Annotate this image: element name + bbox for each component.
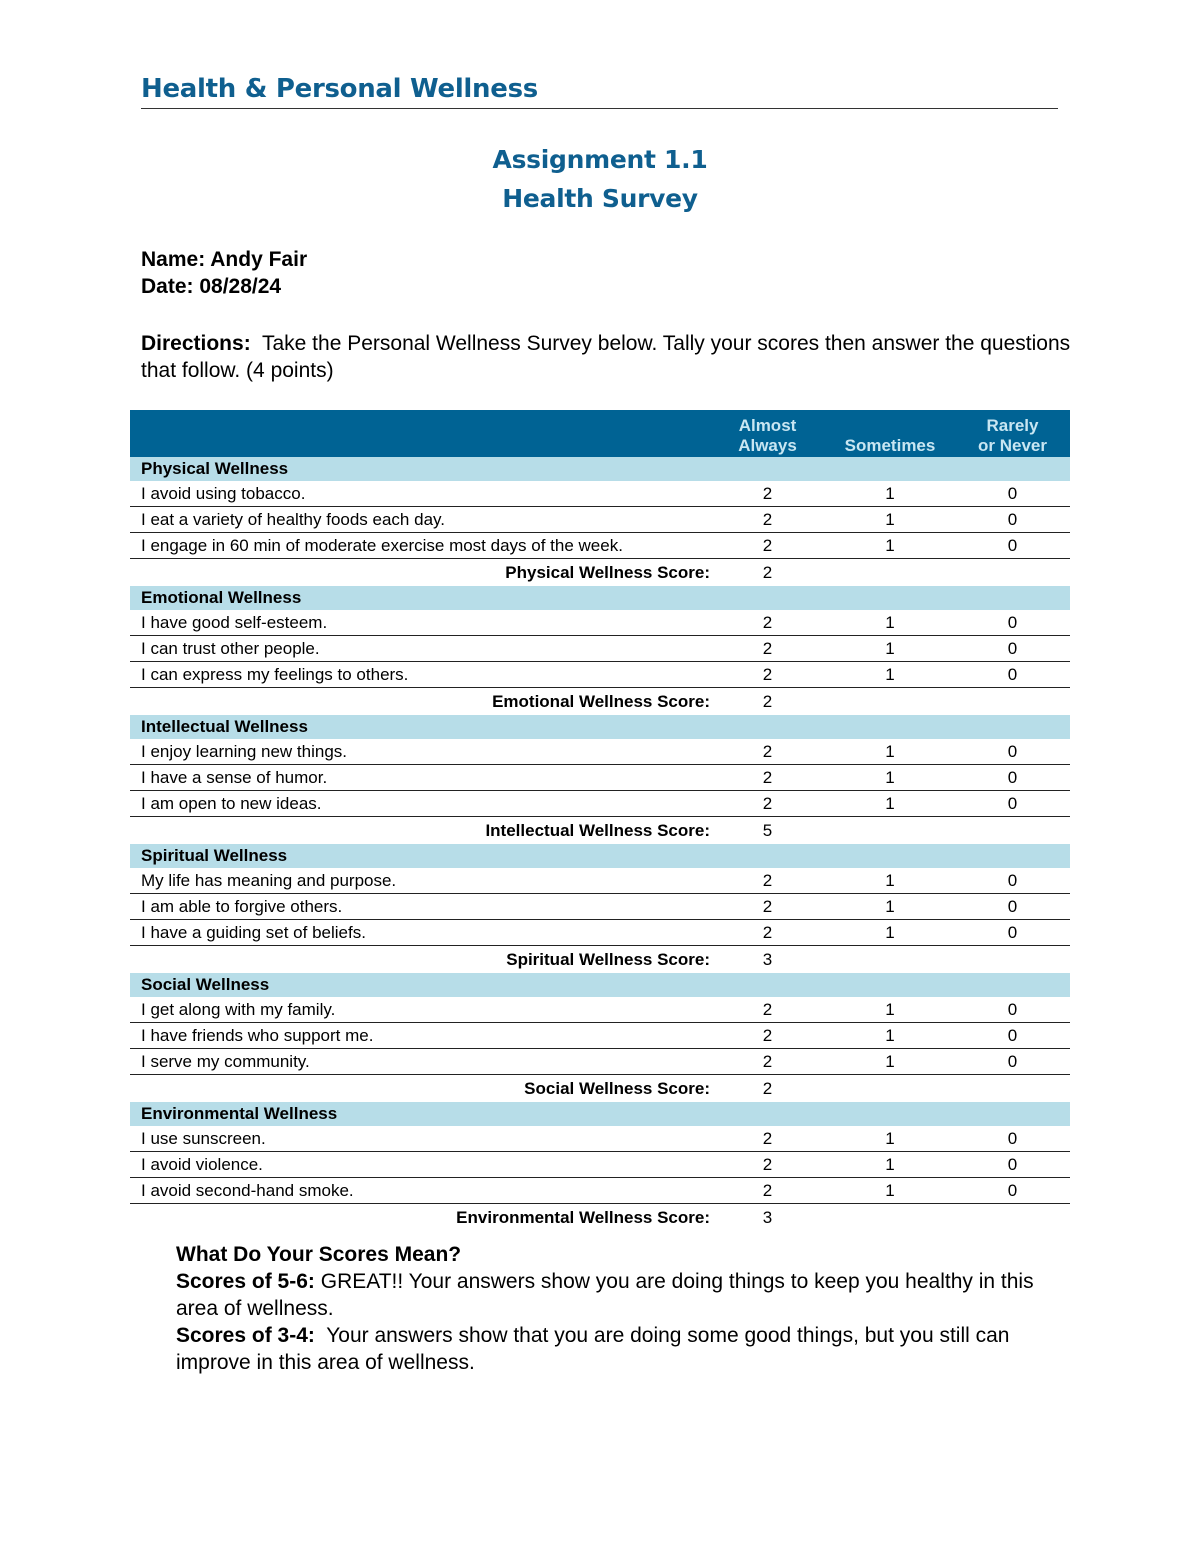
section-title: Physical Wellness [130, 457, 1070, 481]
name-label: Name: [141, 248, 206, 271]
table-row [130, 894, 1070, 920]
survey-statement: I eat a variety of healthy foods each day. [130, 507, 710, 533]
directions-label: Directions: [141, 332, 251, 355]
section-row [130, 1102, 1070, 1126]
sometimes-value: 1 [825, 481, 955, 507]
section-row [130, 973, 1070, 997]
score-empty [825, 817, 1070, 845]
survey-statement: I am open to new ideas. [130, 791, 710, 817]
sometimes-value: 1 [825, 533, 955, 559]
rarely-never-value: 0 [955, 920, 1070, 946]
almost-always-value: 2 [710, 533, 825, 559]
rarely-never-value: 0 [955, 636, 1070, 662]
section-title: Spiritual Wellness [130, 844, 1070, 868]
table-row [130, 1023, 1070, 1049]
table-header-row [130, 410, 1070, 457]
score-value: 2 [762, 563, 773, 582]
section-title: Social Wellness [130, 973, 1070, 997]
score-empty [825, 946, 1070, 974]
almost-always-value: 2 [710, 920, 825, 946]
score-label: Social Wellness Score: [524, 1079, 710, 1098]
score-value: 5 [762, 821, 773, 840]
header-or-never-label: or Never [978, 436, 1047, 455]
document-header-title: Health & Personal Wellness [141, 74, 1058, 109]
survey-statement: I can express my feelings to others. [130, 662, 710, 688]
score-empty [825, 559, 1070, 587]
header-rarely-label: Rarely [986, 416, 1039, 435]
table-row [130, 636, 1070, 662]
meaning-mid [176, 1322, 1056, 1376]
survey-statement: I avoid violence. [130, 1152, 710, 1178]
rarely-never-value: 0 [955, 610, 1070, 636]
rarely-never-value: 0 [955, 1178, 1070, 1204]
almost-always-value: 2 [710, 507, 825, 533]
rarely-never-value: 0 [955, 1049, 1070, 1075]
mid-text: Your answers show that you are doing some good things, but you still can improve in this area of wellness. [176, 1324, 1010, 1374]
survey-statement: I serve my community. [130, 1049, 710, 1075]
header-rarely-never [955, 410, 1070, 457]
almost-always-value: 2 [710, 610, 825, 636]
header-item-column [130, 410, 710, 457]
header-almost-always [710, 410, 825, 457]
name-value: Andy Fair [210, 248, 308, 271]
score-row [130, 817, 1070, 845]
score-empty [825, 1075, 1070, 1103]
score-value: 2 [762, 692, 773, 711]
score-value: 3 [762, 950, 773, 969]
survey-statement: I have friends who support me. [130, 1023, 710, 1049]
survey-statement: I engage in 60 min of moderate exercise most days of the week. [130, 533, 710, 559]
table-row [130, 791, 1070, 817]
table-row [130, 1178, 1070, 1204]
table-row [130, 1049, 1070, 1075]
sometimes-value: 1 [825, 894, 955, 920]
almost-always-value: 2 [710, 636, 825, 662]
sometimes-value: 1 [825, 765, 955, 791]
table-row [130, 481, 1070, 507]
rarely-never-value: 0 [955, 868, 1070, 894]
sometimes-value: 1 [825, 507, 955, 533]
rarely-never-value: 0 [955, 1126, 1070, 1152]
table-row [130, 868, 1070, 894]
table-row [130, 533, 1070, 559]
almost-always-value: 2 [710, 1126, 825, 1152]
almost-always-value: 2 [710, 1152, 825, 1178]
section-row [130, 844, 1070, 868]
almost-always-value: 2 [710, 791, 825, 817]
score-label: Spiritual Wellness Score: [506, 950, 710, 969]
score-row [130, 946, 1070, 974]
rarely-never-value: 0 [955, 507, 1070, 533]
survey-statement: I am able to forgive others. [130, 894, 710, 920]
score-row [130, 1075, 1070, 1103]
survey-statement: I avoid using tobacco. [130, 481, 710, 507]
score-row [130, 688, 1070, 716]
almost-always-value: 2 [710, 1023, 825, 1049]
survey-statement: My life has meaning and purpose. [130, 868, 710, 894]
score-row [130, 1204, 1070, 1232]
sometimes-value: 1 [825, 1178, 955, 1204]
section-title: Emotional Wellness [130, 586, 1070, 610]
score-label: Emotional Wellness Score: [492, 692, 710, 711]
rarely-never-value: 0 [955, 894, 1070, 920]
almost-always-value: 2 [710, 868, 825, 894]
sometimes-value: 1 [825, 920, 955, 946]
section-row [130, 586, 1070, 610]
almost-always-value: 2 [710, 765, 825, 791]
assignment-name: Health Survey [502, 184, 698, 213]
section-row [130, 457, 1070, 481]
almost-always-value: 2 [710, 662, 825, 688]
score-value: 2 [762, 1079, 773, 1098]
date-label: Date: [141, 275, 194, 298]
sometimes-value: 1 [825, 1152, 955, 1178]
header-almost-label: Almost [738, 416, 797, 435]
table-row [130, 765, 1070, 791]
rarely-never-value: 0 [955, 739, 1070, 765]
header-always-label: Always [738, 436, 797, 455]
score-empty [825, 1204, 1070, 1232]
rarely-never-value: 0 [955, 662, 1070, 688]
sometimes-value: 1 [825, 997, 955, 1023]
rarely-never-value: 0 [955, 1152, 1070, 1178]
table-row [130, 1126, 1070, 1152]
survey-statement: I have a sense of humor. [130, 765, 710, 791]
directions [141, 330, 1071, 384]
almost-always-value: 2 [710, 894, 825, 920]
student-info [141, 246, 307, 300]
table-row [130, 507, 1070, 533]
meaning-heading: What Do Your Scores Mean? [176, 1243, 462, 1266]
sometimes-value: 1 [825, 1023, 955, 1049]
score-row [130, 559, 1070, 587]
almost-always-value: 2 [710, 481, 825, 507]
name-line [141, 246, 307, 273]
date-line [141, 273, 307, 300]
score-value: 3 [762, 1208, 773, 1227]
rarely-never-value: 0 [955, 997, 1070, 1023]
header-sometimes: Sometimes [825, 410, 955, 457]
survey-statement: I enjoy learning new things. [130, 739, 710, 765]
survey-statement: I use sunscreen. [130, 1126, 710, 1152]
rarely-never-value: 0 [955, 481, 1070, 507]
table-row [130, 997, 1070, 1023]
table-row [130, 1152, 1070, 1178]
survey-statement: I have a guiding set of beliefs. [130, 920, 710, 946]
table-row [130, 739, 1070, 765]
sometimes-value: 1 [825, 791, 955, 817]
section-title: Intellectual Wellness [130, 715, 1070, 739]
survey-statement: I have good self-esteem. [130, 610, 710, 636]
survey-body [130, 457, 1070, 1231]
table-row [130, 610, 1070, 636]
sometimes-value: 1 [825, 662, 955, 688]
rarely-never-value: 0 [955, 1023, 1070, 1049]
date-value: 08/28/24 [199, 275, 282, 298]
rarely-never-value: 0 [955, 533, 1070, 559]
survey-statement: I get along with my family. [130, 997, 710, 1023]
survey-statement: I can trust other people. [130, 636, 710, 662]
almost-always-value: 2 [710, 1178, 825, 1204]
almost-always-value: 2 [710, 997, 825, 1023]
almost-always-value: 2 [710, 739, 825, 765]
score-empty [825, 688, 1070, 716]
directions-text: Take the Personal Wellness Survey below. Tally your scores then answer the questions that follow. (4 points) [141, 332, 1071, 382]
score-label: Intellectual Wellness Score: [485, 821, 710, 840]
sometimes-value: 1 [825, 636, 955, 662]
table-row [130, 920, 1070, 946]
sometimes-value: 1 [825, 1126, 955, 1152]
assignment-number: Assignment 1.1 [492, 145, 708, 174]
section-row [130, 715, 1070, 739]
rarely-never-value: 0 [955, 791, 1070, 817]
mid-label: Scores of 3-4: [176, 1324, 315, 1347]
sometimes-value: 1 [825, 610, 955, 636]
sometimes-value: 1 [825, 1049, 955, 1075]
survey-statement: I avoid second-hand smoke. [130, 1178, 710, 1204]
sometimes-value: 1 [825, 868, 955, 894]
score-meaning [176, 1241, 1056, 1376]
score-label: Physical Wellness Score: [505, 563, 710, 582]
rarely-never-value: 0 [955, 765, 1070, 791]
assignment-title [0, 140, 1200, 218]
table-row [130, 662, 1070, 688]
score-label: Environmental Wellness Score: [456, 1208, 710, 1227]
section-title: Environmental Wellness [130, 1102, 1070, 1126]
meaning-great [176, 1268, 1056, 1322]
great-text: GREAT!! Your answers show you are doing things to keep you healthy in this area of wellness. [176, 1270, 1034, 1320]
sometimes-value: 1 [825, 739, 955, 765]
great-label: Scores of 5-6: [176, 1270, 315, 1293]
almost-always-value: 2 [710, 1049, 825, 1075]
wellness-survey-table [130, 410, 1070, 1231]
